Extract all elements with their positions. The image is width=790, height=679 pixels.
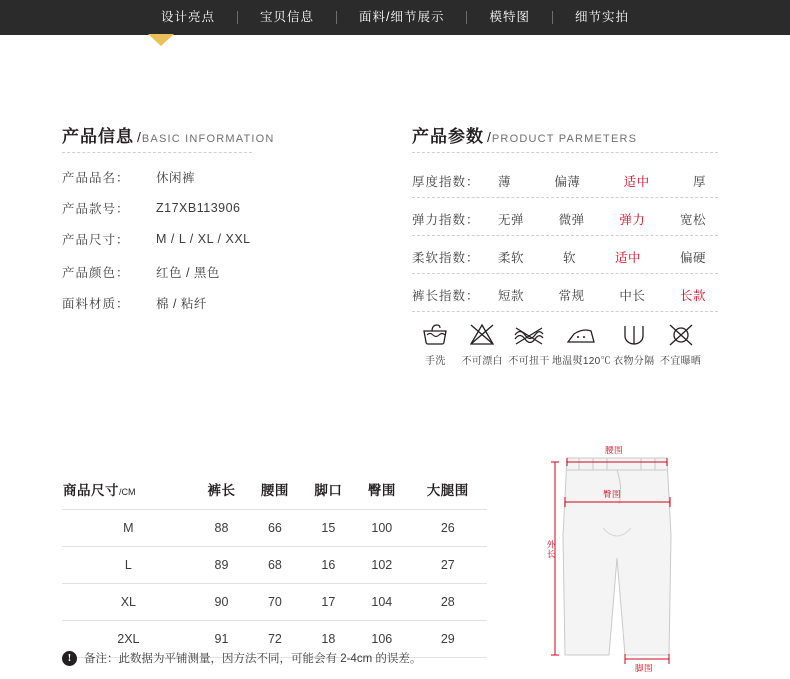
param-options-softness (498, 248, 706, 266)
param-options-elasticity (498, 210, 706, 228)
cell-thigh: 27 (409, 547, 487, 584)
param-option-selected[interactable]: 长款 (679, 289, 706, 303)
cell-waist: 72 (248, 621, 301, 658)
basic-info-heading (62, 122, 275, 147)
info-row-sizes (62, 230, 251, 248)
hand-wash-icon (420, 322, 450, 348)
cell-cuff: 17 (302, 584, 355, 621)
param-option[interactable]: 短款 (498, 289, 525, 303)
param-row-elasticity (412, 210, 706, 228)
col-header-size-label: 商品尺寸 (63, 483, 119, 498)
param-divider (412, 235, 718, 236)
param-label-length: 裤长指数： (412, 289, 480, 303)
col-header-inseam: 裤长 (207, 483, 236, 498)
care-label: 衣物分隔 (613, 356, 655, 367)
col-header-waist: 腰围 (260, 483, 289, 498)
info-row-material (62, 294, 207, 312)
size-table-head (62, 478, 487, 510)
size-table-body (62, 510, 487, 658)
cell-waist: 66 (248, 510, 301, 547)
param-option[interactable]: 宽松 (679, 213, 706, 227)
cell-hip: 106 (355, 621, 408, 658)
param-option[interactable]: 中长 (619, 289, 646, 303)
param-label-thickness: 厚度指数： (412, 175, 480, 189)
info-label-sizes: 产品尺寸： (62, 233, 130, 247)
parameters-title-cn: 产品参数 (412, 127, 484, 146)
cell-thigh: 29 (409, 621, 487, 658)
diagram-label-hip: 臀围 (603, 489, 622, 499)
table-row (62, 510, 487, 547)
table-header-row (62, 478, 487, 510)
param-divider (412, 273, 718, 274)
param-row-thickness (412, 172, 706, 190)
cell-inseam: 90 (195, 584, 248, 621)
cell-waist: 70 (248, 584, 301, 621)
param-options-thickness (498, 172, 706, 190)
cell-size: 2XL (62, 621, 195, 658)
info-label-style-no: 产品款号： (62, 202, 130, 216)
exclamation-icon: ! (62, 651, 77, 666)
param-option[interactable]: 偏硬 (679, 251, 706, 265)
table-row (62, 584, 487, 621)
cell-cuff: 16 (302, 547, 355, 584)
param-option-selected[interactable]: 适中 (614, 251, 641, 265)
cell-hip: 102 (355, 547, 408, 584)
diagram-label-outseam: 外长 (546, 540, 556, 559)
care-item-separate-wash (610, 322, 657, 367)
col-header-cuff: 脚口 (314, 483, 343, 498)
cell-size: XL (62, 584, 195, 621)
care-item-no-wring (506, 322, 553, 367)
care-item-hand-wash (412, 322, 459, 367)
cell-cuff: 18 (302, 621, 355, 658)
top-navbar (0, 0, 790, 35)
basic-info-divider (62, 152, 252, 153)
cell-inseam: 88 (195, 510, 248, 547)
separate-wash-icon (619, 322, 649, 348)
diagram-label-cuff: 脚围 (635, 663, 654, 673)
pants-measurement-diagram (545, 440, 745, 673)
param-option[interactable]: 薄 (498, 175, 512, 189)
title-slash: / (137, 129, 141, 145)
cell-inseam: 89 (195, 547, 248, 584)
info-value-style-no: Z17XB113906 (156, 201, 241, 215)
diagram-label-waist: 腰围 (605, 445, 624, 455)
care-label: 不可漂白 (461, 356, 503, 367)
nav-item-fabric-detail[interactable]: 面料/细节展示 (359, 10, 445, 24)
basic-info-title-cn: 产品信息 (62, 127, 134, 146)
nav-item-model-photo[interactable]: 模特图 (489, 10, 530, 24)
note-text: 备注：此数据为平铺测量，因方法不同，可能会有 2-4cm 的误差。 (84, 653, 422, 665)
param-option[interactable]: 软 (562, 251, 576, 265)
param-option[interactable]: 柔软 (498, 251, 525, 265)
col-header-size (62, 478, 195, 510)
param-option[interactable]: 常规 (558, 289, 585, 303)
param-divider (412, 197, 718, 198)
info-value-sizes: M / L / XL / XXL (156, 232, 251, 246)
care-label: 不宜曝晒 (659, 356, 702, 367)
parameters-divider (412, 152, 718, 153)
cell-size: M (62, 510, 195, 547)
table-row (62, 547, 487, 584)
info-value-material: 棉 / 粘纤 (156, 297, 207, 311)
info-row-style-no (62, 199, 241, 217)
param-option-selected[interactable]: 弹力 (619, 213, 646, 227)
cell-thigh: 28 (409, 584, 487, 621)
param-divider (412, 311, 718, 312)
cell-cuff: 15 (302, 510, 355, 547)
care-label: 手洗 (425, 356, 446, 367)
info-row-name (62, 168, 195, 186)
size-table (62, 478, 487, 658)
cell-thigh: 26 (409, 510, 487, 547)
measurement-note (62, 650, 421, 666)
col-header-hip: 臀围 (367, 483, 396, 498)
param-options-length (498, 286, 706, 304)
nav-item-product-info[interactable]: 宝贝信息 (259, 10, 314, 24)
info-value-colors: 红色 / 黑色 (156, 266, 220, 280)
parameters-heading (412, 122, 637, 147)
pants-outline-icon (545, 440, 745, 670)
nav-item-design[interactable]: 设计亮点 (160, 10, 215, 24)
info-row-colors (62, 263, 220, 281)
param-option[interactable]: 偏薄 (554, 175, 581, 189)
param-label-softness: 柔软指数： (412, 251, 480, 265)
info-label-colors: 产品颜色： (62, 266, 130, 280)
param-option[interactable]: 微弹 (558, 213, 585, 227)
basic-info-title-en: BASIC INFORMATION (141, 133, 275, 145)
nav-item-detail-photo[interactable]: 细节实拍 (575, 10, 630, 24)
col-header-thigh: 大腿围 (426, 483, 469, 498)
param-row-softness (412, 248, 706, 266)
cell-inseam: 91 (195, 621, 248, 658)
care-item-no-sun-dry (657, 322, 704, 367)
param-label-elasticity: 弹力指数： (412, 213, 480, 227)
care-label: 不可扭干 (508, 356, 550, 367)
info-label-name: 产品品名： (62, 171, 130, 185)
care-instructions (412, 322, 704, 367)
cell-waist: 68 (248, 547, 301, 584)
nav-items (139, 0, 651, 35)
info-label-material: 面料材质： (62, 297, 130, 311)
size-unit: /CM (119, 487, 136, 497)
param-option[interactable]: 无弹 (498, 213, 525, 227)
care-item-no-bleach (459, 322, 506, 367)
no-wring-icon (512, 322, 546, 348)
param-option-selected[interactable]: 适中 (623, 175, 650, 189)
no-sun-dry-icon (666, 322, 696, 348)
param-option[interactable]: 厚 (692, 175, 706, 189)
title-slash: / (487, 129, 491, 145)
active-tab-arrow-icon (148, 34, 174, 46)
param-row-length (412, 286, 706, 304)
care-label: 地温熨120℃ (552, 356, 611, 367)
parameters-title-en: PRODUCT PARMETERS (491, 133, 638, 145)
care-item-iron-120 (552, 322, 610, 367)
iron-120-icon (565, 322, 597, 348)
info-value-name: 休闲裤 (156, 171, 196, 185)
no-bleach-icon (467, 322, 497, 348)
cell-hip: 100 (355, 510, 408, 547)
cell-hip: 104 (355, 584, 408, 621)
cell-size: L (62, 547, 195, 584)
